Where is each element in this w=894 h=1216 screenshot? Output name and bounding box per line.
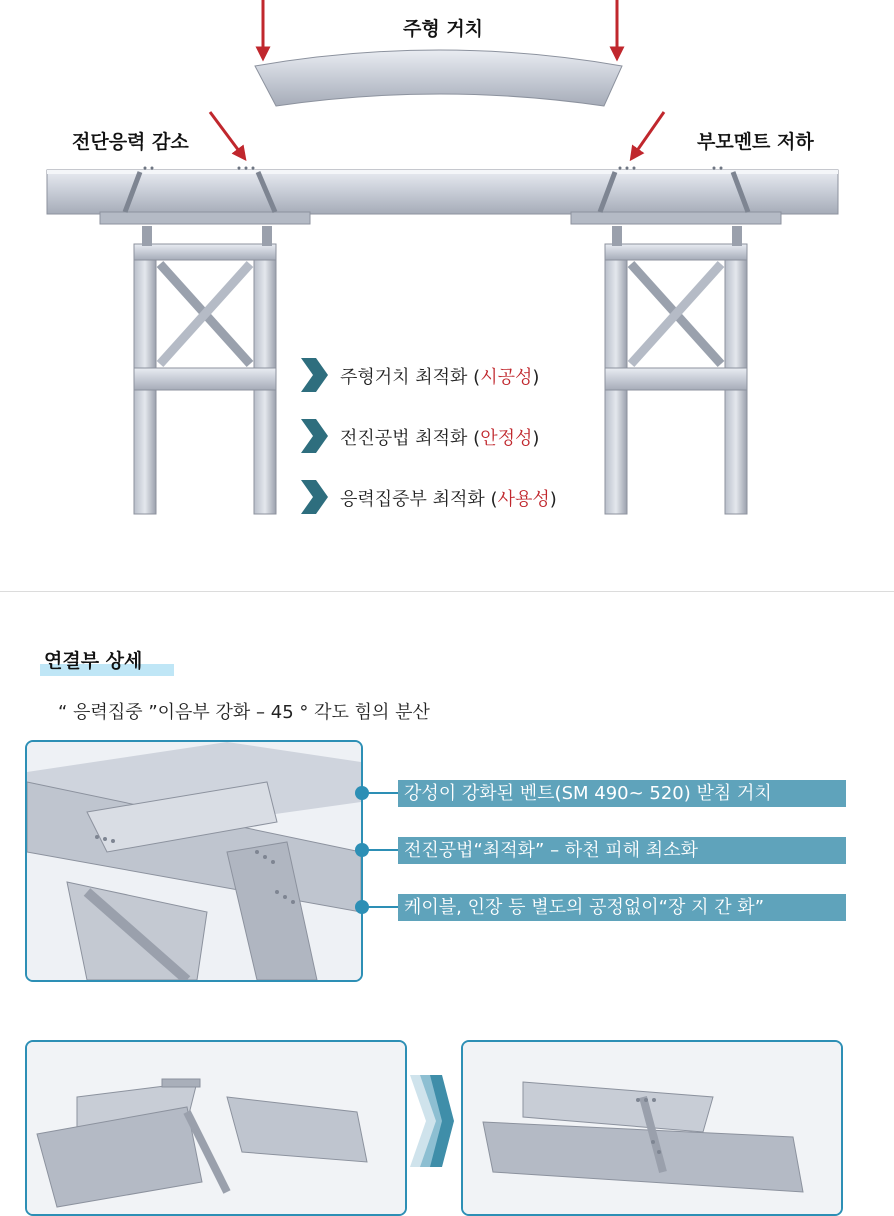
right-pier	[605, 226, 747, 514]
bullet-close: )	[549, 489, 557, 510]
callout-3: 케이블, 인장 등 별도의 공정없이“장 지 간 화”	[398, 894, 846, 921]
callout-1: 강성이 강화된 벤트(SM 490~ 520) 받침 거치	[398, 780, 846, 807]
bullet-highlight: 시공성	[480, 367, 533, 388]
joined-beam-illustration	[463, 1042, 841, 1214]
steel-frame-illustration	[27, 742, 361, 980]
section-title-text: 연결부 상세	[44, 650, 143, 672]
left-pier	[134, 226, 276, 514]
curved-girder	[255, 50, 622, 106]
chevron-arrows-icon	[410, 1075, 454, 1167]
bullet-text: 전진공법 최적화 (	[340, 428, 481, 449]
connection-photo	[25, 740, 363, 982]
bullet-arrow-icon	[301, 419, 328, 453]
bullet-close: )	[532, 367, 540, 388]
section-title	[40, 646, 146, 676]
bridge-diagram	[0, 0, 894, 560]
bullet-item	[340, 363, 539, 389]
separated-beam-illustration	[27, 1042, 405, 1214]
bullet-text: 응력집중부 최적화 (	[340, 489, 498, 510]
bullet-highlight: 안정성	[480, 428, 533, 449]
left-label: 전단응력 감소	[72, 131, 189, 153]
callout-2: 전진공법“최적화” – 하천 피해 최소화	[398, 837, 846, 864]
bullet-item	[340, 485, 557, 511]
main-girder	[47, 170, 838, 214]
section-subtitle: “ 응력집중 ”이음부 강화 – 45 ° 각도 힘의 분산	[58, 702, 430, 723]
right-label: 부모멘트 저하	[697, 131, 814, 153]
bullet-item	[340, 424, 539, 450]
bullet-highlight: 사용성	[497, 489, 550, 510]
before-assembly-panel	[25, 1040, 407, 1216]
bullet-arrow-icon	[301, 358, 328, 392]
shear-arrow	[210, 112, 242, 155]
section-divider	[0, 591, 894, 592]
moment-arrow	[634, 112, 664, 155]
bullet-text: 주형거치 최적화 (	[340, 367, 481, 388]
bullet-close: )	[532, 428, 540, 449]
bullet-arrow-icon	[301, 480, 328, 514]
after-assembly-panel	[461, 1040, 843, 1216]
top-label: 주형 거치	[403, 18, 484, 40]
